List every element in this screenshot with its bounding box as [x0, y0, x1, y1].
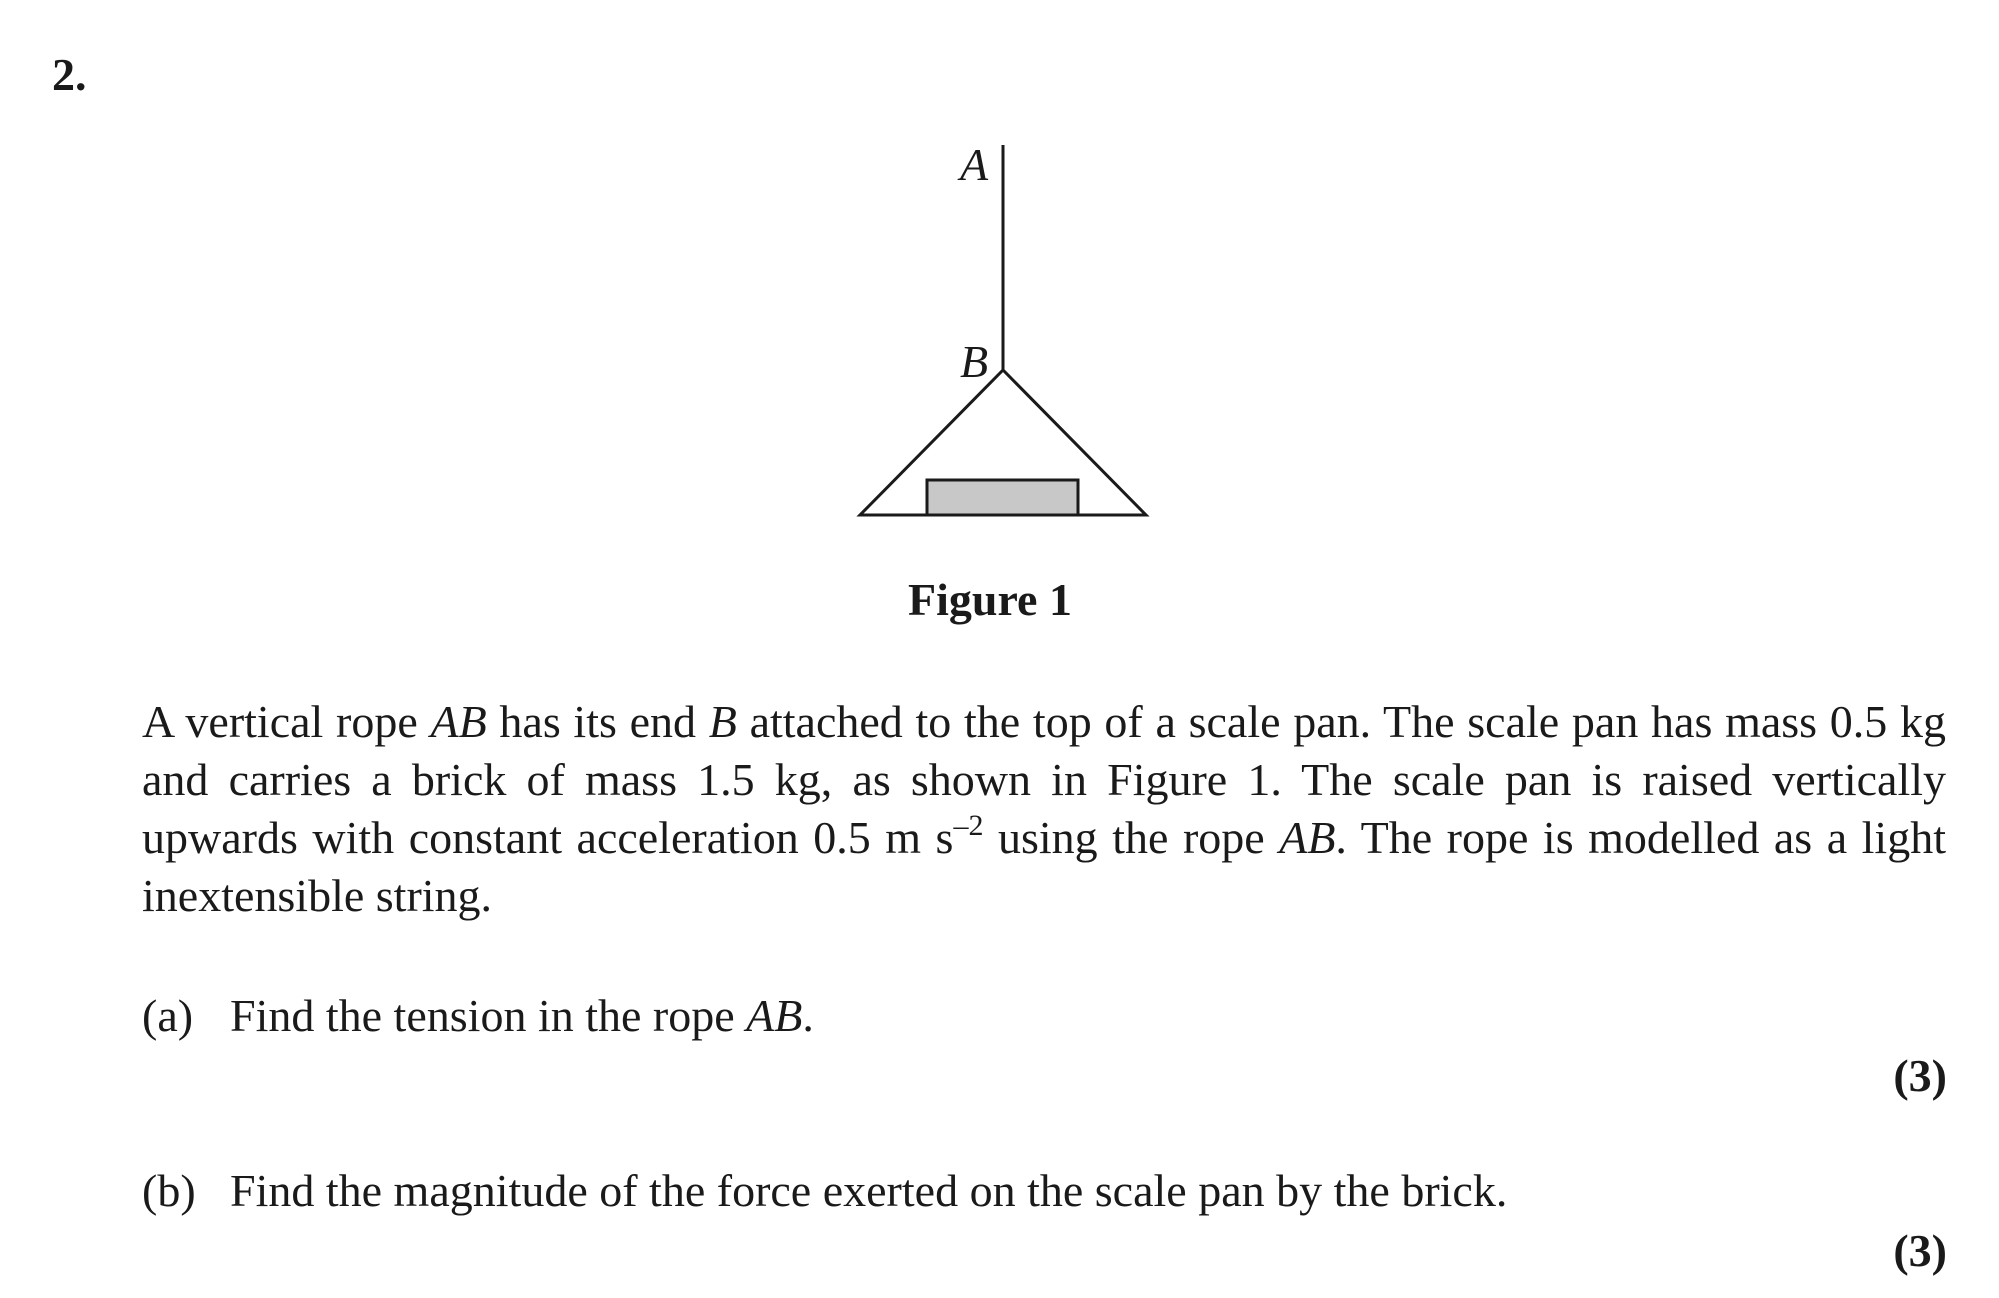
scale-pan-diagram: [840, 135, 1160, 535]
part-a-marks: (3): [1893, 1050, 1947, 1101]
brick: [927, 480, 1078, 515]
point-b-label: B: [960, 336, 989, 387]
part-b-label: (b): [142, 1165, 196, 1216]
point-a-label: A: [960, 139, 989, 190]
figure-caption: Figure 1: [908, 574, 1072, 625]
question-number: 2.: [52, 49, 87, 100]
part-a-label: (a): [142, 990, 194, 1041]
part-a-question: (a) Find the tension in the rope AB.: [142, 990, 814, 1041]
part-b-marks: (3): [1893, 1225, 1947, 1276]
question-text: A vertical rope AB has its end B attached to the top of a scale pan. The scale pan has mass 0.5 kg and carries a brick of mass 1.5 kg, as shown in Figure 1. The scale pan is raised vertically upwards with constant acceleration 0.5 m $s^{-2}$ using the rope AB. The rope is modelled as a light inextensible string.: [142, 696, 1947, 921]
part-b-question: (b) Find the magnitude of the force exerted on the scale pan by the brick.: [142, 1165, 1508, 1216]
